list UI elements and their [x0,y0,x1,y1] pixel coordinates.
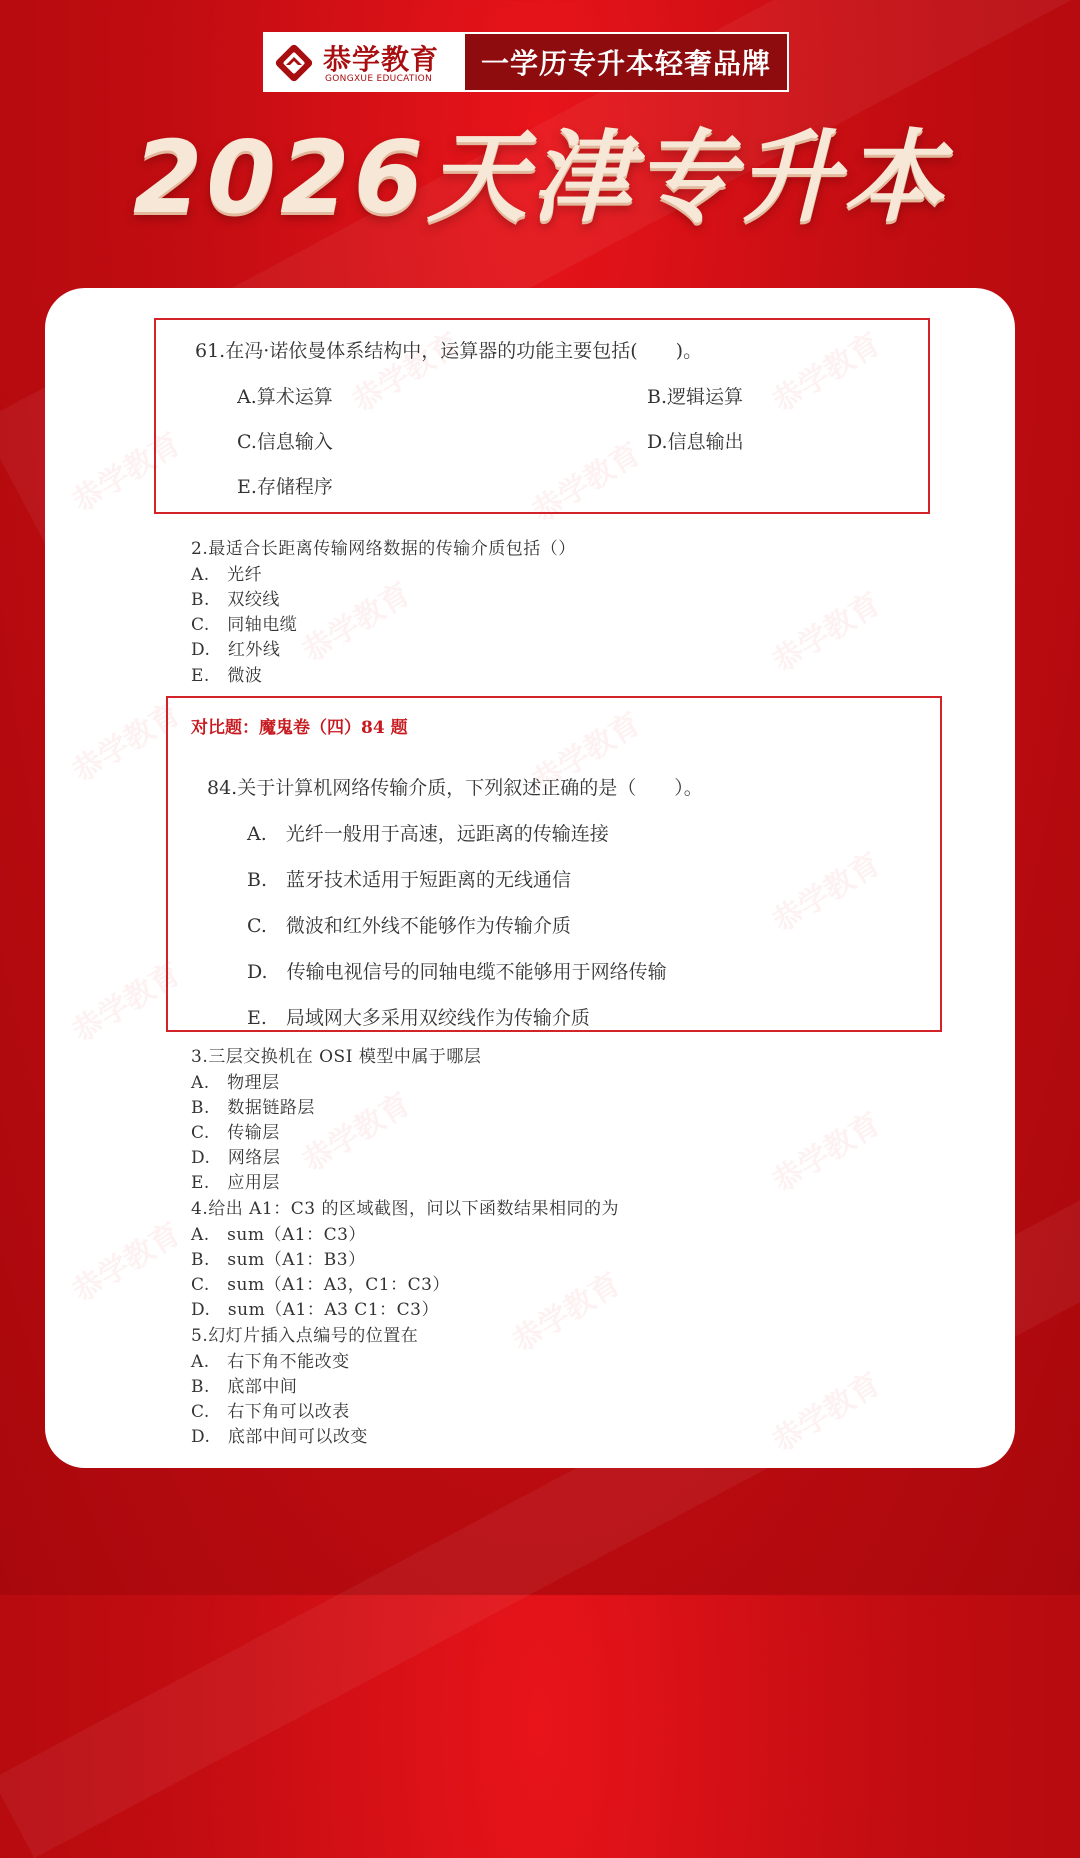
question-4-text: 4.给出 A1：C3 的区域截图，问以下函数结果相同的为 [191,1199,619,1219]
watermark: 恭学教育 [526,706,648,800]
question-2-option-c: C. 同轴电缆 [191,615,298,635]
watermark: 恭学教育 [766,846,888,940]
watermark: 恭学教育 [296,576,418,670]
question-3-option-a: A. 物理层 [191,1073,280,1093]
question-4-option-d: D. sum（A1：A3 C1：C3） [191,1300,439,1320]
question-2-option-b: B. 双绞线 [191,590,280,610]
watermark: 恭学教育 [346,326,468,420]
brand-name: 恭学教育 [323,43,440,76]
question-5-option-b: B. 底部中间 [191,1377,298,1397]
question-84-option-c: C. 微波和红外线不能够作为传输介质 [247,915,571,937]
question-2-option-e: E. 微波 [191,666,263,686]
gongxue-logo-icon [271,40,317,86]
question-5-option-a: A. 右下角不能改变 [191,1352,350,1372]
question-84-option-a: A. 光纤一般用于高速，远距离的传输连接 [247,823,609,845]
question-3-option-c: C. 传输层 [191,1123,280,1143]
brand-logo-block [265,34,465,90]
watermark: 恭学教育 [66,426,188,520]
page-title: 2026天津专升本 [132,119,948,236]
watermark: 恭学教育 [766,586,888,680]
brand-bar [263,32,789,92]
question-84-option-e: E. 局域网大多采用双绞线作为传输介质 [247,1007,590,1029]
watermark: 恭学教育 [66,1216,188,1310]
question-card [45,288,1015,1468]
question-61-option-b: B.逻辑运算 [647,386,744,408]
watermark: 恭学教育 [526,436,648,530]
question-3-text: 3.三层交换机在 OSI 模型中属于哪层 [191,1047,482,1067]
question-4-option-b: B. sum（A1：B3） [191,1250,366,1270]
question-5-text: 5.幻灯片插入点编号的位置在 [191,1326,419,1346]
watermark: 恭学教育 [766,1106,888,1200]
watermark: 恭学教育 [296,1086,418,1180]
question-84-text: 84.关于计算机网络传输介质，下列叙述正确的是（ ）。 [207,777,703,799]
question-84-option-d: D. 传输电视信号的同轴电缆不能够用于网络传输 [247,961,667,983]
question-61-option-e: E.存储程序 [237,476,333,498]
question-61-option-c: C.信息输入 [237,431,333,453]
question-61-text: 61.在冯·诺依曼体系结构中，运算器的功能主要包括( )。 [195,340,703,362]
question-5-option-c: C. 右下角可以改表 [191,1402,350,1422]
question-2-option-a: A. 光纤 [191,565,263,585]
question-3-option-b: B. 数据链路层 [191,1098,315,1118]
question-61-option-a: A.算术运算 [237,386,333,408]
question-3-option-e: E. 应用层 [191,1173,280,1193]
question-61-option-d: D.信息输出 [647,431,744,453]
watermark: 恭学教育 [66,696,188,790]
question-5-option-d: D. 底部中间可以改变 [191,1427,368,1447]
watermark: 恭学教育 [766,326,888,420]
question-2-option-d: D. 红外线 [191,640,281,660]
watermark: 恭学教育 [766,1366,888,1460]
brand-slogan: 一学历专升本轻奢品牌 [465,34,787,90]
comparison-label: 对比题：魔鬼卷（四）84 题 [191,718,408,738]
question-4-option-a: A. sum（A1：C3） [191,1225,366,1245]
brand-name-en: GONGXUE EDUCATION [325,74,433,84]
watermark: 恭学教育 [66,956,188,1050]
question-2-text: 2.最适合长距离传输网络数据的传输介质包括（） [191,539,576,559]
question-3-option-d: D. 网络层 [191,1148,281,1168]
question-84-option-b: B. 蓝牙技术适用于短距离的无线通信 [247,869,572,891]
question-4-option-c: C. sum（A1：A3，C1：C3） [191,1275,450,1295]
watermark: 恭学教育 [506,1266,628,1360]
